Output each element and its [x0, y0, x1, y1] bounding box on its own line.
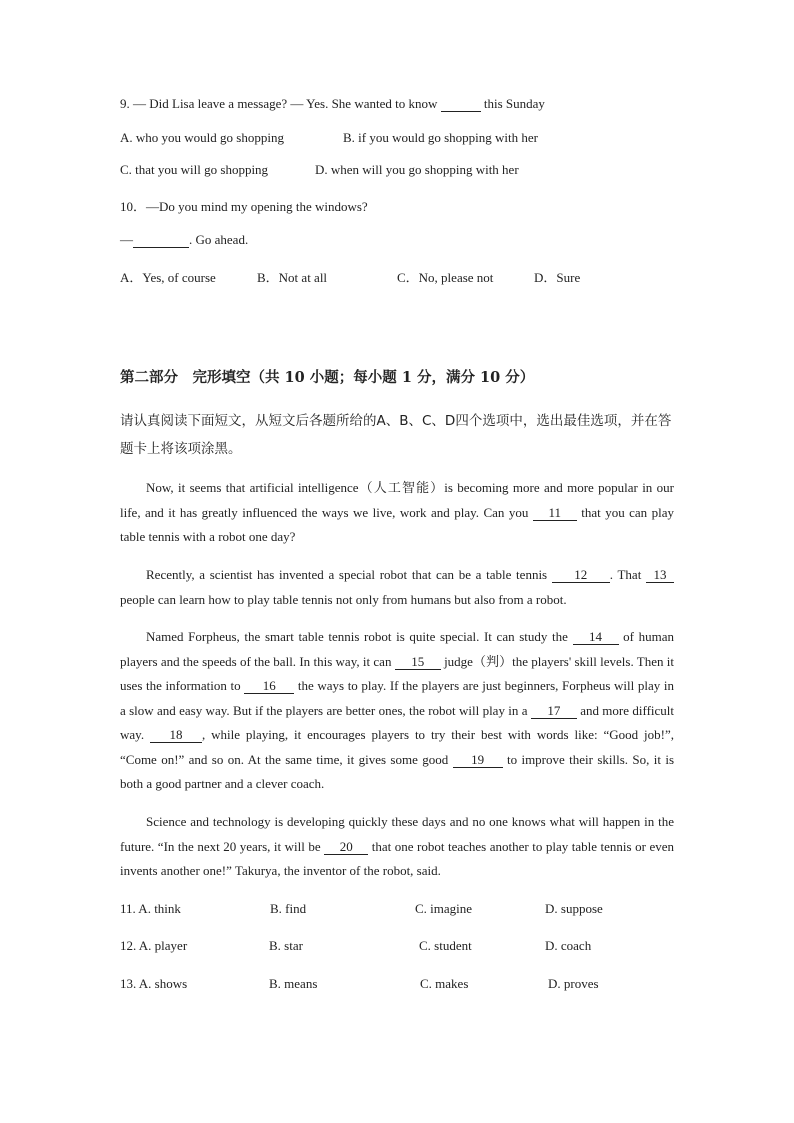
p2-text-c: people can learn how to play table tennis not only from humans but also from a robot.: [120, 591, 567, 607]
question-10-stem: 10．—Do you mind my opening the windows?: [120, 199, 368, 214]
p3-text-b: of human players and the speeds of the ball. In this way, it can: [120, 629, 675, 669]
q11-option-c[interactable]: C. imagine: [415, 901, 473, 916]
q10-option-c[interactable]: C．No, please not: [397, 270, 494, 285]
q11-option-a[interactable]: 11. A. think: [120, 901, 181, 916]
q13-option-b[interactable]: B. means: [269, 976, 318, 991]
blank-12[interactable]: 12: [552, 568, 610, 583]
q13-option-d[interactable]: D. proves: [548, 976, 599, 991]
q12-option-d[interactable]: D. coach: [545, 938, 592, 953]
blank-11[interactable]: 11: [533, 506, 577, 521]
q11-option-d[interactable]: D. suppose: [545, 901, 603, 916]
p3-text-f: , while playing, it encourages players to try their best with words like: “Good job!”, “Come on!” and so on. At the same time, it gives some good: [120, 727, 675, 767]
q10-option-d[interactable]: D．Sure: [534, 270, 581, 285]
p1-text-b: that you can play table tennis with a robot one day?: [120, 504, 675, 544]
section-instruction: 请认真阅读下面短文，从短文后各题所给的A、B、C、D四个选项中，选出最佳选项，并在答题卡上将该项涂黑。: [120, 413, 672, 457]
passage-paragraph-1: [120, 476, 674, 550]
passage-paragraph-3: [120, 625, 674, 797]
blank-20[interactable]: 20: [324, 840, 368, 855]
q13-option-c[interactable]: C. makes: [420, 976, 469, 991]
q12-option-a[interactable]: 12. A. player: [120, 938, 188, 953]
q12-option-c[interactable]: C. student: [419, 938, 472, 953]
blank-13[interactable]: 13: [646, 568, 674, 583]
blank-17[interactable]: 17: [531, 704, 577, 719]
q9-stem-start: 9. — Did Lisa leave a message? — Yes. She wanted to know: [120, 96, 438, 111]
p2-text-b: . That: [609, 567, 642, 582]
q9-option-b[interactable]: B. if you would go shopping with her: [343, 130, 538, 145]
q10-reply: [120, 232, 248, 248]
blank-18[interactable]: 18: [150, 728, 202, 743]
q9-option-a[interactable]: A. who you would go shopping: [120, 130, 284, 145]
q12-option-b[interactable]: B. star: [269, 938, 303, 953]
q11-option-b[interactable]: B. find: [270, 901, 307, 916]
q9-stem-end: this Sunday: [483, 96, 545, 111]
q9-option-c[interactable]: C. that you will go shopping: [120, 162, 269, 177]
p3-text-g: to improve their skills. So, it is both a good partner and a clever coach.: [120, 751, 675, 791]
q9-option-d[interactable]: D. when will you go shopping with her: [315, 162, 519, 177]
q13-option-a[interactable]: 13. A. shows: [120, 976, 188, 991]
passage-paragraph-4: [120, 810, 674, 884]
blank-14[interactable]: 14: [573, 630, 619, 645]
p3-text-c: judge（判）the players' skill levels. Then it uses the information to: [120, 653, 675, 693]
p3-text-d: the ways to play. If the players are just beginners, Forpheus will play in a slow and easy way. But if the players are better ones, the robot will play in a: [120, 678, 674, 718]
blank-15[interactable]: 15: [395, 655, 441, 670]
section-heading: 第二部分 完形填空（共 10 小题；每小题 1 分，满分 10 分）: [120, 369, 535, 386]
q10-option-b[interactable]: B．Not at all: [257, 270, 328, 285]
p3-text-e: and more difficult way.: [120, 702, 675, 742]
question-9-stem: [120, 96, 545, 112]
q9-blank[interactable]: [441, 97, 481, 112]
q10-reply-rest: . Go ahead.: [189, 232, 249, 247]
p4-text-a: Science and technology is developing quickly these days and no one knows what will happen in the future. “In the next 20 years, it will be: [120, 814, 674, 854]
p3-text-a: Named Forpheus, the smart table tennis robot is quite special. It can study the: [146, 629, 568, 644]
p2-text-a: Recently, a scientist has invented a special robot that can be a table tennis: [146, 567, 548, 582]
q10-option-a[interactable]: A．Yes, of course: [120, 270, 216, 285]
blank-16[interactable]: 16: [244, 679, 294, 694]
passage-paragraph-2: [120, 563, 674, 612]
q10-blank[interactable]: [133, 233, 189, 248]
p4-text-b: that one robot teaches another to play table tennis or even invents another one!” Takurya, the inventor of the robot, said.: [120, 838, 674, 878]
p1-text-a: Now, it seems that artificial intelligence（人工智能）is becoming more and more popular in our life, and it has greatly influenced the ways we live, work and play. Can you: [120, 480, 674, 520]
q10-reply-dash: —: [120, 232, 133, 247]
blank-19[interactable]: 19: [453, 753, 503, 768]
